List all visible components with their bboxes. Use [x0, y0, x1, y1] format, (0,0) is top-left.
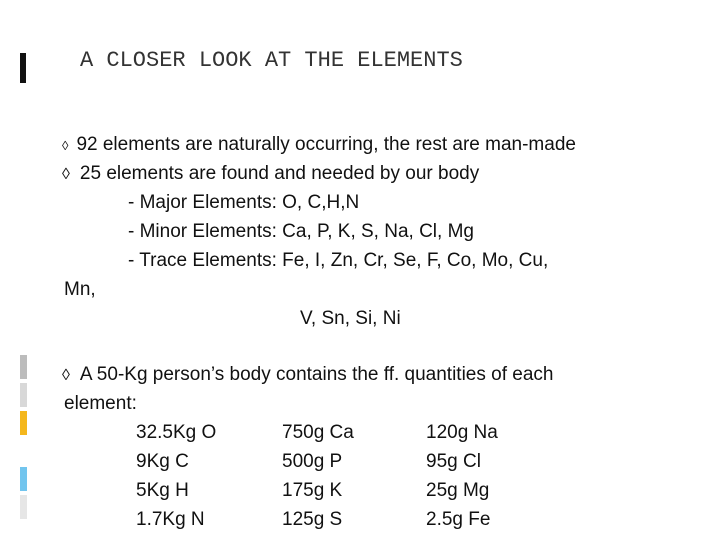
deco-block [20, 383, 27, 407]
diamond-bullet-icon: ◊ [62, 367, 70, 384]
quantity-cell: 5Kg H [136, 480, 189, 501]
deco-block [20, 495, 27, 519]
minor-elements: - Minor Elements: Ca, P, K, S, Na, Cl, Mg [128, 221, 474, 242]
side-decoration [20, 355, 27, 523]
slide-title: A CLOSER LOOK AT THE ELEMENTS [80, 48, 463, 73]
quantity-cell: 32.5Kg O [136, 422, 217, 443]
title-accent-bar [20, 53, 26, 83]
trace-elements: - Trace Elements: Fe, I, Zn, Cr, Se, F, Co, Mo, Cu, [128, 250, 549, 271]
trace-elements-wrap: V, Sn, Si, Ni [300, 308, 401, 329]
deco-block [20, 439, 27, 463]
deco-block [20, 411, 27, 435]
diamond-bullet-icon: ◊ [62, 138, 69, 153]
bullet-text-wrap: element: [64, 393, 137, 414]
diamond-bullet-icon: ◊ [62, 166, 70, 183]
quantity-cell: 9Kg C [136, 451, 189, 472]
bullet-item [62, 364, 553, 386]
quantity-cell: 750g Ca [282, 422, 354, 443]
bullet-text: A 50-Kg person’s body contains the ff. quantities of each [79, 364, 554, 385]
quantity-cell: 1.7Kg N [136, 509, 205, 530]
trace-elements-wrap: Mn, [64, 279, 96, 300]
bullet-text: 92 elements are naturally occurring, the rest are man-made [76, 134, 576, 155]
deco-block [20, 467, 27, 491]
bullet-text: 25 elements are found and needed by our body [79, 163, 480, 184]
quantity-cell: 175g K [282, 480, 343, 501]
deco-block [20, 355, 27, 379]
quantity-cell: 95g Cl [426, 451, 481, 472]
quantity-cell: 125g S [282, 509, 343, 530]
quantity-cell: 500g P [282, 451, 343, 472]
bullet-item [62, 134, 576, 156]
quantity-cell: 25g Mg [426, 480, 490, 501]
bullet-item [62, 163, 479, 185]
quantity-cell: 2.5g Fe [426, 509, 491, 530]
major-elements: - Major Elements: O, C,H,N [128, 192, 360, 213]
quantity-cell: 120g Na [426, 422, 498, 443]
